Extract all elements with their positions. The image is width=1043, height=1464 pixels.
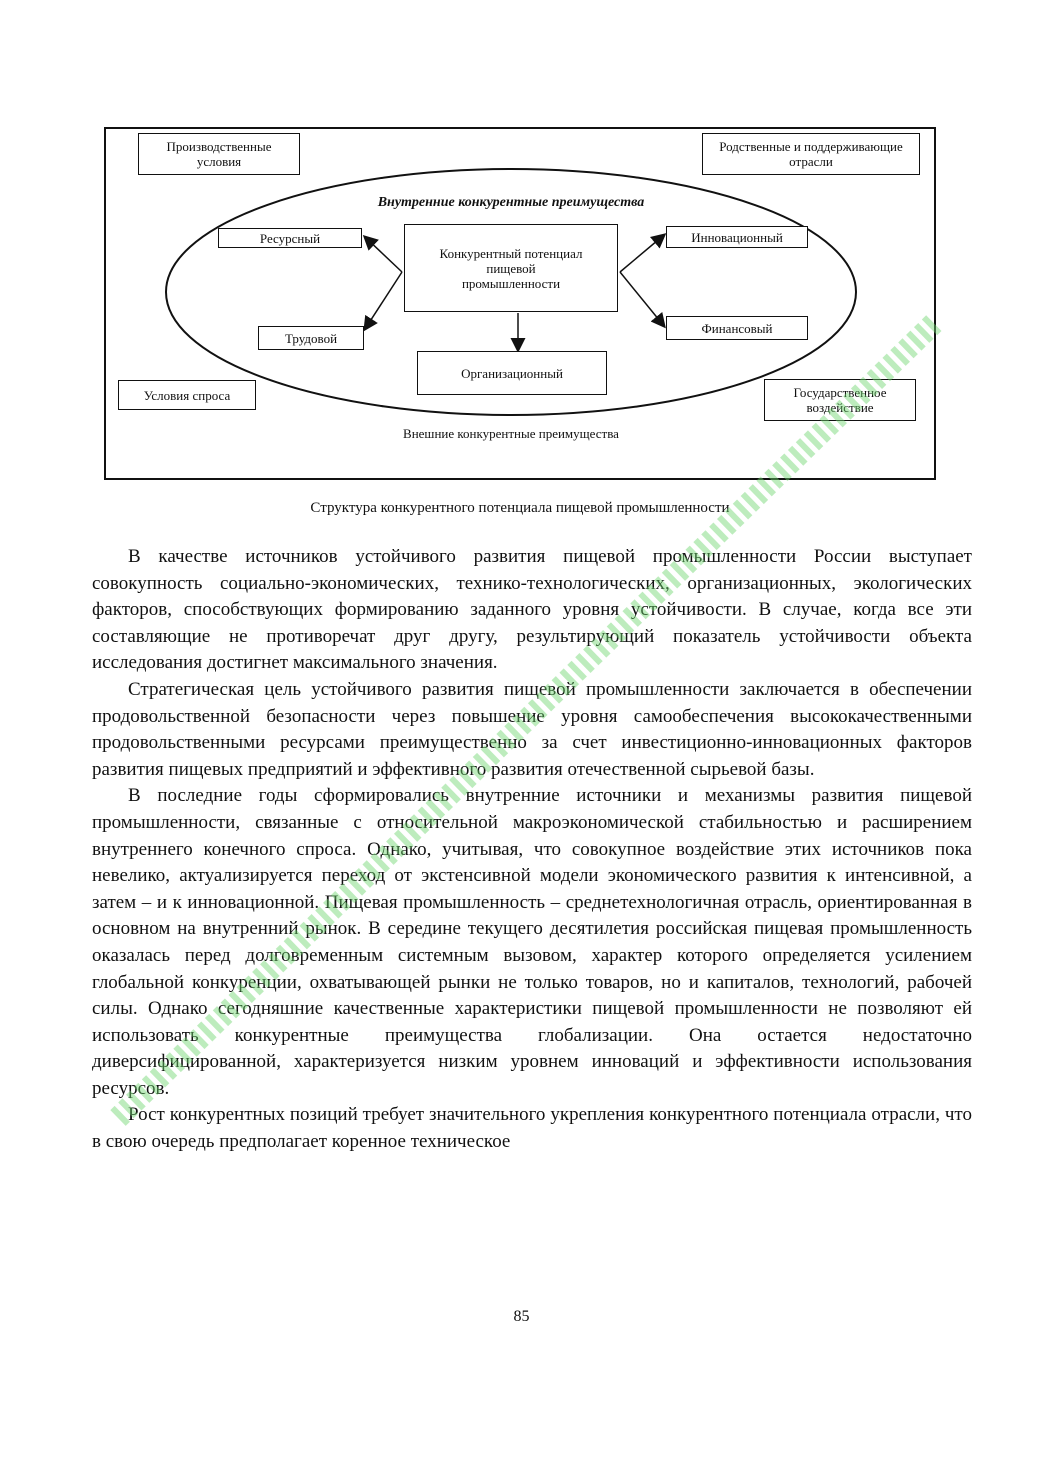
box-organizational-text: Организационный: [461, 365, 563, 381]
figure-diagram: [104, 127, 936, 480]
box-demand-conditions-text: Условия спроса: [143, 387, 231, 403]
paragraph-4: Рост конкурентных позиций требует значительного укрепления конкурентного потенциала отрасли, что в свою очередь предполагает коренное техническое: [92, 1104, 972, 1153]
paragraph-2: Стратегическая цель устойчивого развития пищевой промышленности заключается в обеспечении продовольственной безопасности через повышение уровня самообеспечения высококачественными продовольственными ресурсами преимущественно за счет инвестиционно-инновационных факторов развития пищевых предприятий и эффективного развития отечественной сырьевой базы.: [92, 678, 972, 780]
box-resource-text: Ресурсный: [259, 230, 321, 246]
box-related-industries: [702, 133, 920, 175]
arrow-to-labor: [365, 272, 402, 329]
box-financial-text: Финансовый: [701, 320, 773, 336]
box-production-conditions-text: Производственные условия: [166, 139, 272, 169]
box-state-influence: [764, 379, 916, 421]
figure-caption: Структура конкурентного потенциала пищевой промышленности: [310, 500, 730, 516]
box-production-conditions: [138, 133, 300, 175]
box-labor-text: Трудовой: [284, 330, 338, 346]
paragraph-1: В качестве источников устойчивого развития пищевой промышленности России выступает совокупность социально-экономических, технико-технологических, организационных, экологических факторов, способствующих формированию заданного уровня устойчивости. В случае, когда все эти составляющие не противоречат друг другу, результирующий показатель устойчивости объекта исследования достигнет максимального значения.: [92, 546, 972, 674]
box-financial: [666, 316, 808, 340]
box-organizational: [417, 351, 607, 395]
box-competitive-potential-text: Конкурентный потенциал пищевой промышленности: [439, 245, 583, 291]
arrow-to-innovation: [620, 235, 664, 272]
page-number: 85: [513, 1308, 530, 1325]
box-innovation-text: Инновационный: [691, 229, 783, 245]
external-advantages-title: Внешние конкурентные преимущества: [403, 426, 619, 441]
box-innovation: [666, 226, 808, 248]
box-related-industries-text: Родственные и поддерживающие отрасли: [719, 139, 903, 169]
paragraph-3: В последние годы сформировались внутренние источники и механизмы развития пищевой промышленности, связанные с относительной макроэкономической стабильностью и расширением внутреннего конечного спроса. Однако, учитывая, что совокупное воздействие этих источников пока невелико, актуализируется переход от экстенсивной модели экономического развития к интенсивной, а затем – и к инновационной. Пищевая промышленность – среднетехнологичная отрасль, ориентированная в основном на внутренний рынок. В середине текущего десятилетия российская пищевая промышленность оказалась перед долговременным системным вызовом, характер которого определяется усилением глобальной конкуренции, охватывающей рынки не только товаров, но и капиталов, технологий, рабочей силы. Однако сегодняшние качественные характеристики пищевой промышленности не позволяют ей использовать конкурентные преимущества глобализации. Она остается недостаточно диверсифицированной, характеризуется низким уровнем инноваций и эффективности использования ресурсов.: [92, 785, 972, 1099]
arrow-to-resource: [365, 237, 402, 272]
internal-advantages-title: Внутренние конкурентные преимущества: [377, 195, 645, 210]
arrow-to-financial: [620, 272, 664, 326]
box-resource: [218, 228, 362, 248]
box-labor: [258, 326, 364, 350]
box-state-influence-text: Государственное воздействие: [793, 385, 887, 415]
box-demand-conditions: [118, 380, 256, 410]
body-text: [92, 544, 972, 1156]
box-competitive-potential: [404, 224, 618, 312]
